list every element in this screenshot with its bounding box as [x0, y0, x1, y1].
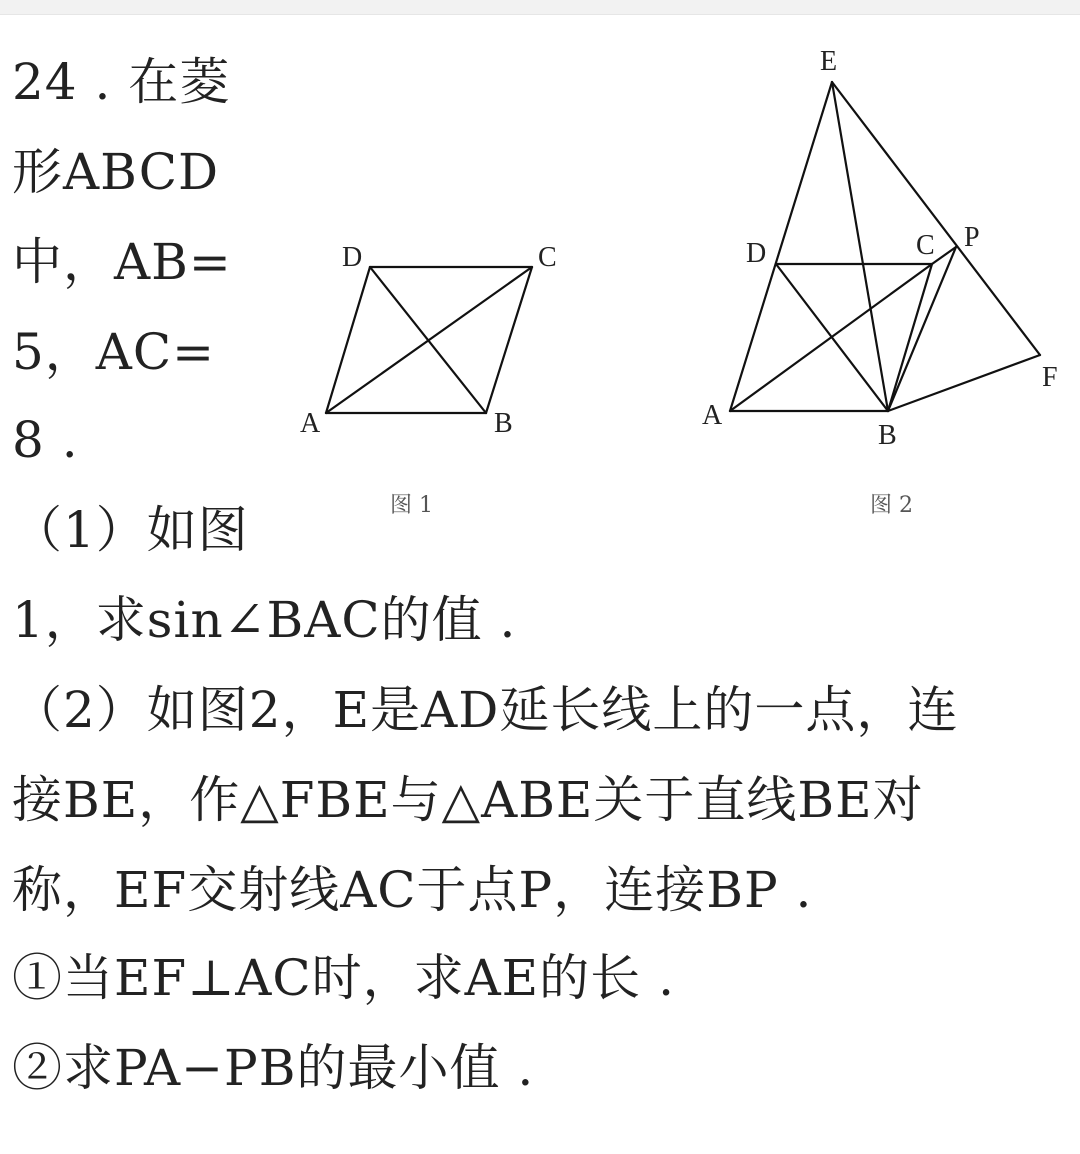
problem-line-6: （1）如图	[12, 501, 249, 559]
problem-line-11: ①当EF⊥AC时，求AE的长 .	[12, 949, 675, 1007]
problem-line-3: 中，AB=	[12, 233, 232, 291]
label-D: D	[746, 238, 767, 269]
label-C: C	[916, 230, 935, 261]
segment-BE	[832, 82, 888, 411]
segment-DA	[326, 267, 370, 413]
label-F: F	[1042, 362, 1058, 393]
problem-line-4: 5，AC=	[12, 323, 216, 381]
segment-BC	[486, 267, 532, 413]
segment-BF	[888, 355, 1040, 411]
label-A: A	[300, 408, 321, 439]
problem-line-2: 形ABCD	[12, 143, 220, 201]
problem-line-5: 8 .	[12, 411, 79, 469]
diagonal-BD	[370, 267, 486, 413]
label-P: P	[964, 222, 980, 253]
problem-line-7: 1，求sin∠BAC的值 .	[12, 591, 517, 649]
label-A: A	[702, 400, 723, 431]
figure-1	[290, 230, 580, 534]
figure-2	[690, 40, 1080, 544]
label-C: C	[538, 242, 557, 273]
top-bar	[0, 0, 1080, 15]
problem-line-8: （2）如图2，E是AD延长线上的一点，连	[12, 681, 959, 739]
problem-line-10: 称，EF交射线AC于点P，连接BP .	[12, 861, 813, 919]
problem-line-1: 24 . 在菱	[12, 53, 231, 111]
problem-line-12: ②求PA−PB的最小值 .	[12, 1039, 535, 1097]
figure-1-caption: 图 1	[390, 493, 433, 518]
problem-line-9: 接BE，作△FBE与△ABE关于直线BE对	[12, 771, 924, 829]
figure-2-caption: 图 2	[870, 493, 913, 518]
label-E: E	[820, 46, 838, 77]
label-D: D	[342, 242, 363, 273]
label-B: B	[494, 408, 513, 439]
diagonal-BD	[776, 264, 888, 411]
segment-BC	[888, 264, 932, 411]
label-B: B	[878, 420, 897, 451]
